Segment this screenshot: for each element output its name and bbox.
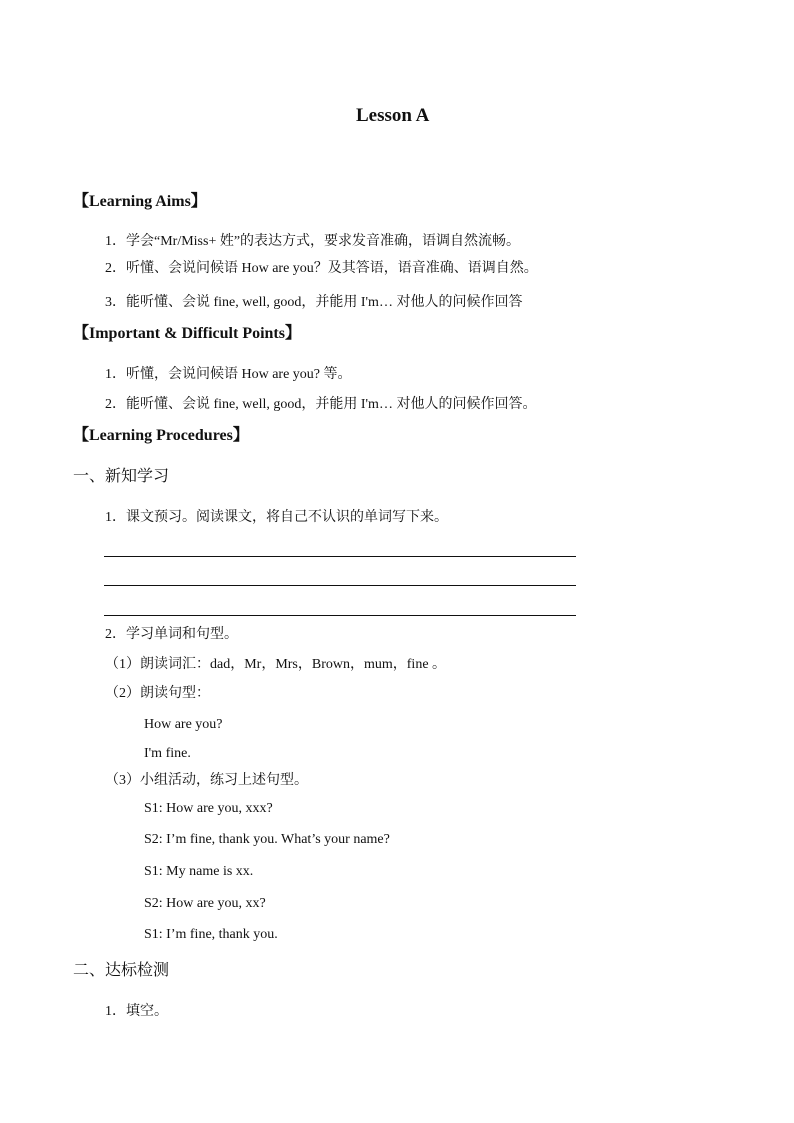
points-heading: 【Important & Difficult Points】 bbox=[73, 325, 301, 342]
sub-step-group: （3）小组活动，练习上述句型。 bbox=[105, 773, 308, 788]
sentence: I'm fine. bbox=[144, 746, 191, 761]
sub-step-sentences: （2）朗读句型： bbox=[105, 686, 210, 701]
aim-item: 3．能听懂、会说 fine, well, good，并能用 I'm… 对他人的问候作回答 bbox=[105, 295, 523, 310]
part2-heading: 二、达标检测 bbox=[73, 962, 170, 979]
dialogue-line: S2: I’m fine, thank you. What’s your name? bbox=[144, 832, 390, 847]
dialogue-line: S2: How are you, xx? bbox=[144, 896, 266, 911]
point-item: 2．能听懂、会说 fine, well, good，并能用 I'm… 对他人的问候作回答。 bbox=[105, 397, 537, 412]
part1-heading: 一、新知学习 bbox=[73, 468, 170, 485]
answer-line bbox=[104, 585, 576, 586]
page-title: Lesson A bbox=[356, 105, 430, 126]
answer-line bbox=[104, 615, 576, 616]
dialogue-line: S1: I’m fine, thank you. bbox=[144, 927, 278, 942]
dialogue-line: S1: My name is xx. bbox=[144, 864, 254, 879]
learning-aims-heading: 【Learning Aims】 bbox=[73, 193, 207, 210]
point-item: 1．听懂，会说问候语 How are you? 等。 bbox=[105, 367, 352, 382]
aim-item: 2．听懂、会说问候语 How are you？及其答语，语音准确、语调自然。 bbox=[105, 261, 538, 276]
step-fill-blank: 1．填空。 bbox=[105, 1004, 168, 1019]
aim-item: 1．学会“Mr/Miss+ 姓”的表达方式，要求发音准确，语调自然流畅。 bbox=[105, 234, 521, 249]
sentence: How are you? bbox=[144, 717, 223, 732]
dialogue-line: S1: How are you, xxx? bbox=[144, 801, 273, 816]
sub-step-vocab: （1）朗读词汇：dad，Mr，Mrs，Brown，mum，fine 。 bbox=[105, 657, 447, 672]
answer-line bbox=[104, 556, 576, 557]
step-preview: 1．课文预习。阅读课文，将自己不认识的单词写下来。 bbox=[105, 510, 448, 525]
step-study: 2．学习单词和句型。 bbox=[105, 627, 238, 642]
procedures-heading: 【Learning Procedures】 bbox=[73, 427, 249, 444]
